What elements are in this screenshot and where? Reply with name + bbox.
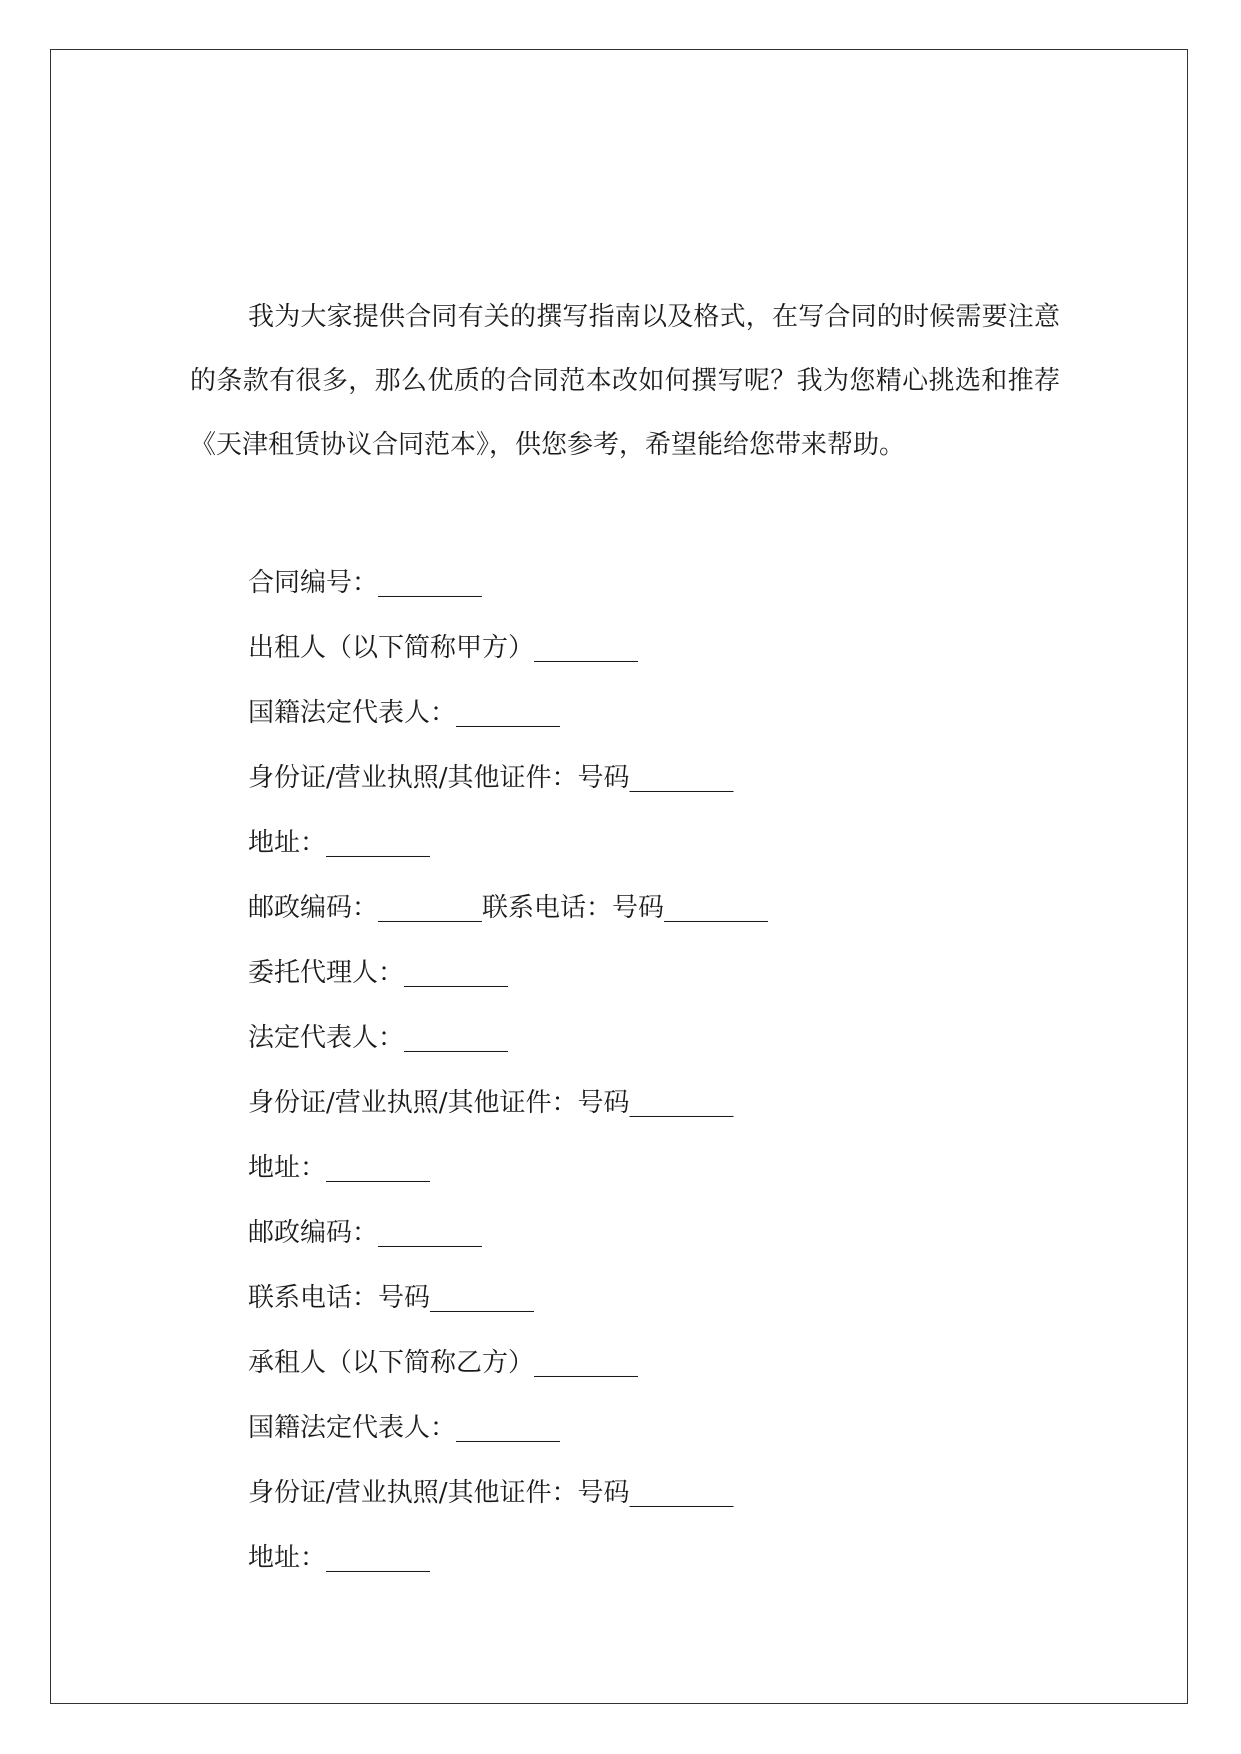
field-agent-phone: 联系电话：号码________ xyxy=(248,1283,535,1313)
field-lessee-address: 地址：________ xyxy=(248,1543,431,1573)
field-lessor-nationality-representative: 国籍法定代表人：________ xyxy=(248,698,561,728)
contract-field-list xyxy=(248,551,768,1591)
field-lessor: 出租人（以下简称甲方）________ xyxy=(248,633,639,663)
field-agent-postcode: 邮政编码：________ xyxy=(248,1218,483,1248)
field-lessee-nationality-representative: 国籍法定代表人：________ xyxy=(248,1413,561,1443)
intro-paragraph: 我为大家提供合同有关的撰写指南以及格式，在写合同的时候需要注意的条款有很多，那么优质的合同范本改如何撰写呢？我为您精心挑选和推荐《天津租赁协议合同范本》，供您参考，希望能给您带来帮助。 xyxy=(190,302,1060,460)
field-agent-address: 地址：________ xyxy=(248,1153,431,1183)
field-lessor-address: 地址：________ xyxy=(248,828,431,858)
field-lessee-id-number: 身份证/营业执照/其他证件：号码________ xyxy=(248,1478,734,1508)
field-agent-id-number: 身份证/营业执照/其他证件：号码________ xyxy=(248,1088,734,1118)
field-contract-number: 合同编号：________ xyxy=(248,568,483,598)
field-lessor-postcode-phone: 邮政编码：________联系电话：号码________ xyxy=(248,893,769,923)
field-lessee: 承租人（以下简称乙方）________ xyxy=(248,1348,639,1378)
field-lessor-id-number: 身份证/营业执照/其他证件：号码________ xyxy=(248,763,734,793)
field-entrusted-agent: 委托代理人：________ xyxy=(248,958,509,988)
field-legal-representative: 法定代表人：________ xyxy=(248,1023,509,1053)
